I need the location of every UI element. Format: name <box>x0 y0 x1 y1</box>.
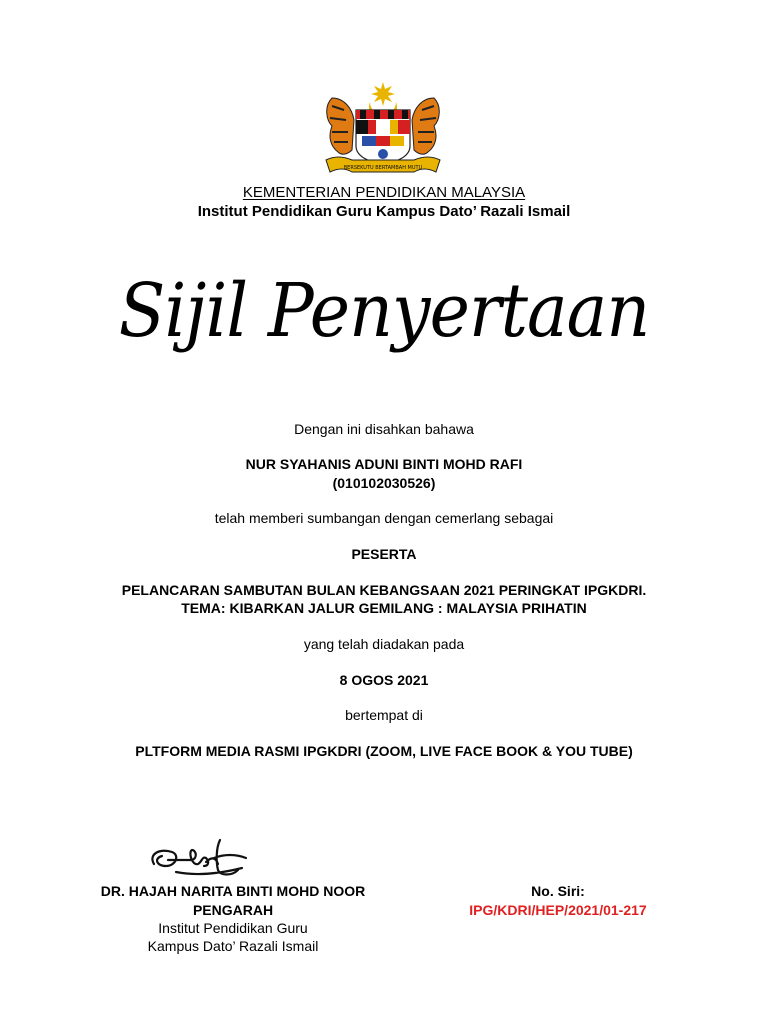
venue: PLTFORM MEDIA RASMI IPGKDRI (ZOOM, LIVE FACE BOOK & YOU TUBE) <box>135 743 633 759</box>
role: PESERTA <box>351 546 417 562</box>
contribution-text: telah memberi sumbangan dengan cemerlang sebagai <box>214 510 554 526</box>
event-date: 8 OGOS 2021 <box>339 672 429 688</box>
ministry-header: KEMENTERIAN PENDIDIKAN MALAYSIA <box>242 184 526 201</box>
institute-header: Institut Pendidikan Guru Kampus Dato’ Razali Ismail <box>197 203 571 220</box>
certificate-title: Sijil Penyertaan <box>118 268 650 354</box>
event-theme: TEMA: KIBARKAN JALUR GEMILANG : MALAYSIA PRIHATIN <box>181 600 587 616</box>
recipient-name: NUR SYAHANIS ADUNI BINTI MOHD RAFI <box>245 456 523 472</box>
event-name: PELANCARAN SAMBUTAN BULAN KEBANGSAAN 2021 PERINGKAT IPGKDRI. <box>121 582 647 598</box>
held-on-text: yang telah diadakan pada <box>303 636 465 652</box>
signatory-position: PENGARAH <box>192 902 274 918</box>
signatory-org-line2: Kampus Dato’ Razali Ismail <box>147 938 319 954</box>
serial-label: No. Siri: <box>531 883 585 899</box>
emblem-motto: BERSEKUTU BERTAMBAH MUTU <box>343 165 423 171</box>
signatory-name: DR. HAJAH NARITA BINTI MOHD NOOR <box>100 883 366 899</box>
recipient-id: (010102030526) <box>332 475 436 491</box>
coat-of-arms-emblem <box>318 80 448 180</box>
serial-number: IPG/KDRI/HEP/2021/01-217 <box>469 902 647 918</box>
intro-text: Dengan ini disahkan bahawa <box>294 421 474 437</box>
signature-image <box>146 836 250 880</box>
venue-text: bertempat di <box>345 707 423 723</box>
signatory-org-line1: Institut Pendidikan Guru <box>158 920 308 936</box>
